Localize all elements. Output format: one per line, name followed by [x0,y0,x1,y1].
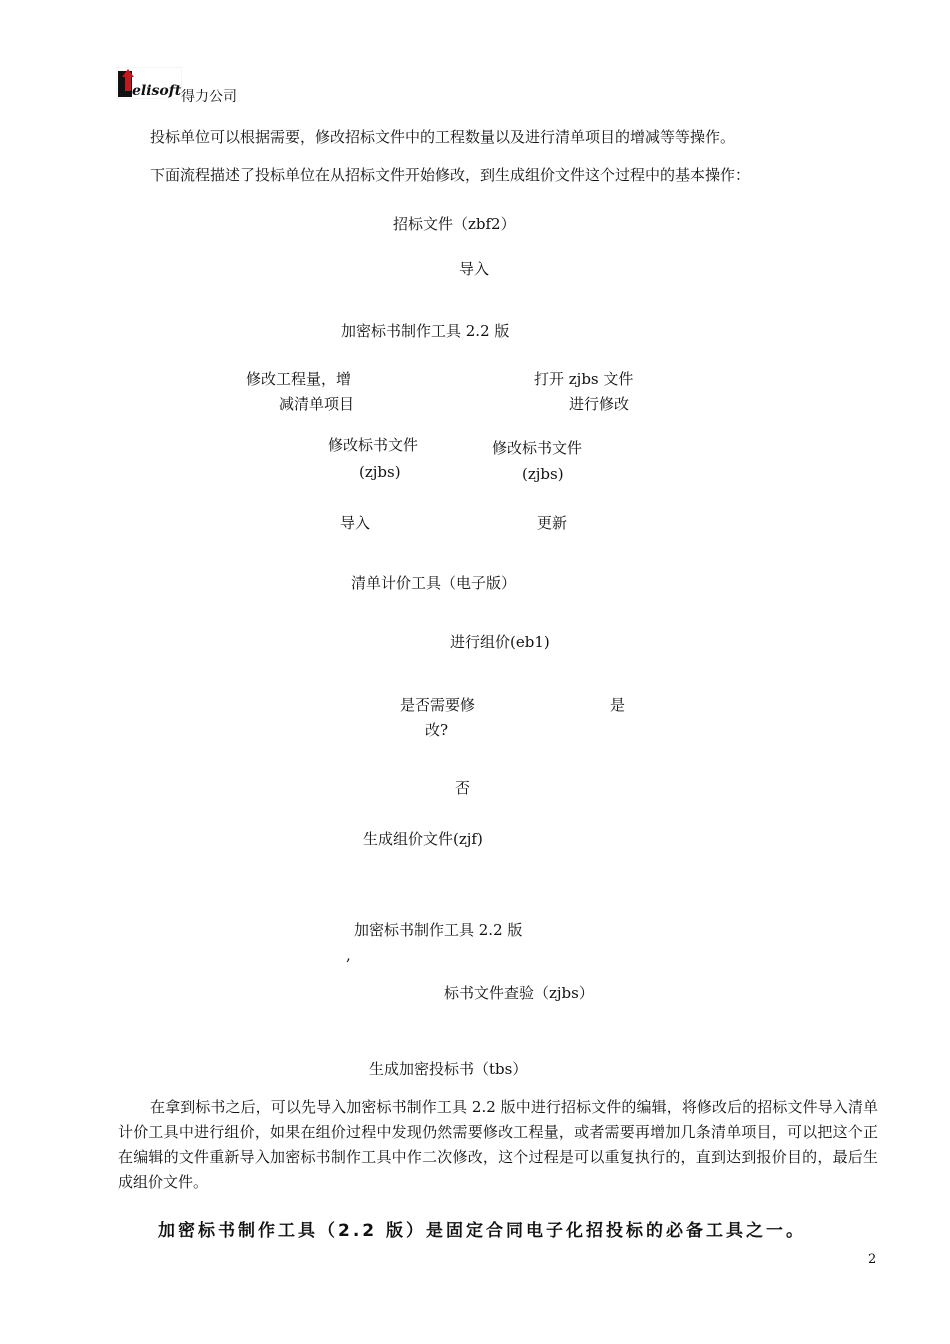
company-name: 得力公司 [181,89,237,105]
flow-node-open-zjbs-line2: 进行修改 [569,395,630,413]
flow-node-generate-zjf: 生成组价文件(zjf) [363,830,483,848]
flow-node-modify-quantity-line1: 修改工程量，增 [246,370,352,388]
flow-stray-comma: , [346,946,351,964]
flow-node-open-zjbs-line1: 打开 zjbs 文件 [534,370,634,388]
flow-label-yes: 是 [610,696,626,714]
flow-label-import-2: 导入 [340,514,371,532]
flow-node-modified-file-left-line2: (zjbs) [359,463,401,481]
flow-node-tender-file: 招标文件（zbf2） [393,215,516,233]
closing-statement: 加密标书制作工具（2.2 版）是固定合同电子化招投标的必备工具之一。 [158,1221,807,1241]
flow-node-modified-file-right-line1: 修改标书文件 [492,439,583,457]
body-paragraph: 在拿到标书之后，可以先导入加密标书制作工具 2.2 版中进行招标文件的编辑，将修改后的招标文件导入清单计价工具中进行组价，如果在组价过程中发现仍然需要修改工程量，或者需要再增加几条清单项目，可以把这个正在编辑的文件重新导入加密标书制作工具中作二次修改，这个过程是可以重复执行的，直到达到报价目的，最后生成组价文件。 [118,1098,878,1191]
flow-node-file-check: 标书文件查验（zjbs） [444,984,594,1002]
flow-node-generate-tbs: 生成加密投标书（tbs） [369,1060,528,1078]
flow-node-modified-file-left-line1: 修改标书文件 [328,436,419,454]
flow-decision-line1: 是否需要修 [400,696,476,714]
flow-node-pricing-tool: 清单计价工具（电子版） [351,574,517,592]
intro-line-1: 投标单位可以根据需要，修改招标文件中的工程数量以及进行清单项目的增减等等操作。 [150,128,736,146]
flow-label-update: 更新 [537,514,568,532]
flow-label-import-1: 导入 [459,260,490,278]
svg-text:elisoft: elisoft [132,83,182,99]
flow-decision-line2: 改? [425,721,449,739]
flow-node-encrypt-tool: 加密标书制作工具 2.2 版 [341,322,510,340]
flow-node-modify-quantity-line2: 减清单项目 [279,395,355,413]
intro-line-2: 下面流程描述了投标单位在从招标文件开始修改，到生成组价文件这个过程中的基本操作： [150,166,751,184]
elisoft-logo-icon [116,67,182,99]
flow-node-pricing-eb1: 进行组价(eb1) [450,633,550,651]
page-number: 2 [868,1252,877,1267]
flow-node-encrypt-tool-2: 加密标书制作工具 2.2 版 [354,921,523,939]
flow-node-modified-file-right-line2: (zjbs) [522,465,564,483]
company-logo [116,67,182,99]
flow-label-no: 否 [455,779,471,797]
